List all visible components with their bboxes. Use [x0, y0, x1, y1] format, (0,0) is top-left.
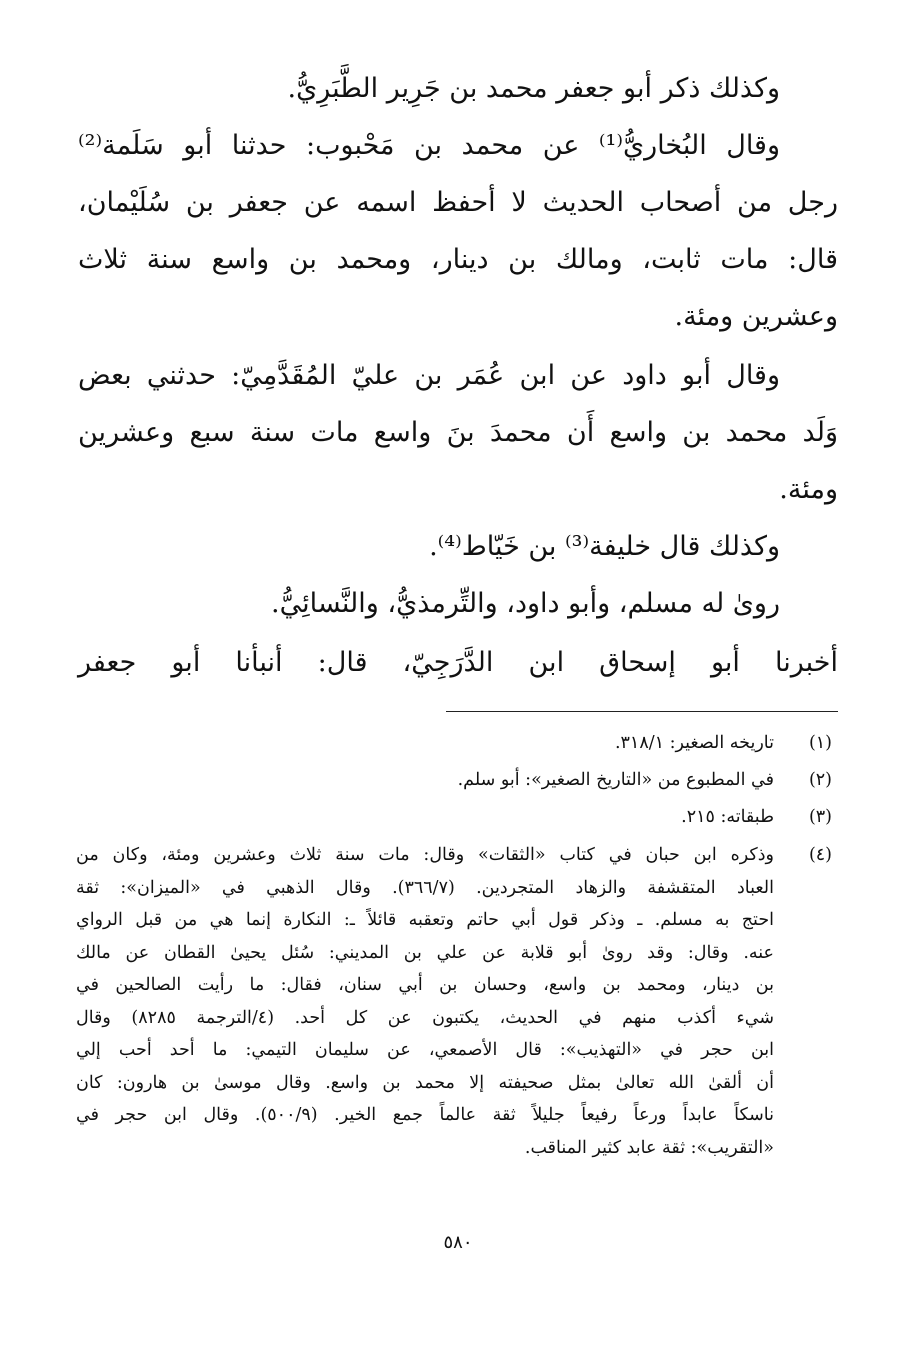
- footnote-text: العباد المتقشفة والزهاد المتجردين. (٣٦٦/٧). وقال الذهبي في «الميزان»: ثقة: [76, 877, 774, 898]
- footnotes: [76, 728, 832, 1164]
- main-line: وقال أبو داود عن ابن عُمَر بن عليّ المُقَدَّمِيّ: حدثني بعض: [78, 360, 780, 391]
- main-line: ومئة.: [779, 474, 838, 505]
- footnote-text: بن دينار، ومحمد بن واسع، وحسان بن أبي سنان، فقال: ما رأيت الصالحين في: [76, 975, 774, 995]
- footnote-text: وذكره ابن حبان في كتاب «الثقات» وقال: مات سنة ثلاث وعشرين ومئة، وكان من: [76, 845, 774, 865]
- main-text: [78, 70, 838, 681]
- footnote-number: (٣): [808, 807, 832, 827]
- page-number: ٥٨٠: [443, 1232, 473, 1253]
- footnote-text: شيء أكذب منهم في الحديث، يكتبون عن كل أحد. (٤/الترجمة ٨٢٨٥) وقال: [76, 1007, 774, 1028]
- footnote: [76, 802, 832, 839]
- footnote-text: احتج به مسلم. ـ وذكر قول أبي حاتم وتعقبه قائلاً ـ: النكارة إنما هي من قبل الرواي: [76, 910, 774, 930]
- main-line: وكذلك ذكر أبو جعفر محمد بن جَرِير الطَّبَرِيُّ.: [287, 73, 780, 104]
- footnote: [76, 765, 832, 802]
- footnote-text: ابن حجر في «التهذيب»: قال الأصمعي، عن سليمان التيمي: ما أحد أحب إلي: [76, 1040, 774, 1060]
- main-line: وَلَد محمد بن واسع أَن محمدَ بنَ واسع مات سنة سبع وعشرين: [78, 417, 838, 448]
- footnote-number: (٢): [808, 770, 832, 790]
- main-line: رجل من أصحاب الحديث لا أحفظ اسمه عن جعفر بن سُلَيْمان،: [78, 187, 838, 218]
- main-line: وقال البُخاريُّ⁽¹⁾ عن محمد بن مَحْبوب: حدثنا أبو سَلَمة⁽²⁾: [78, 130, 780, 161]
- footnote-text: عنه. وقال: وقد روىٰ أبو قلابة عن علي بن المديني: سُئل يحيىٰ القطان عن مالك: [76, 942, 774, 963]
- main-line: روىٰ له مسلم، وأبو داود، والتِّرمذيُّ، والنَّسائِيُّ.: [270, 588, 780, 619]
- footnote-text: تاريخه الصغير: ٣١٨/١.: [614, 733, 774, 753]
- main-line: وعشرين ومئة.: [674, 301, 838, 332]
- footnote-text: طبقاته: ٢١٥.: [681, 807, 774, 827]
- main-line: قال: مات ثابت، ومالك بن دينار، ومحمد بن واسع سنة ثلاث: [78, 244, 838, 275]
- footnote-separator: [446, 711, 838, 712]
- footnote-text: أن ألقىٰ الله تعالىٰ بمثل صحيفته إلا محمد بن واسع. وقال موسىٰ بن هارون: كان: [76, 1072, 774, 1093]
- footnote-text: في المطبوع من «التاريخ الصغير»: أبو سلم.: [457, 770, 774, 790]
- footnote: [76, 839, 832, 1164]
- footnote-text: ناسكاً عابداً ورعاً رفيعاً جليلاً ثقة عالماً جمع الخير. (٥٠٠/٩). وقال ابن حجر في: [76, 1105, 774, 1125]
- footnote-number: (٤): [808, 845, 832, 865]
- footnote-number: (١): [808, 733, 832, 753]
- footnote-text: «التقريب»: ثقة عابد كثير المناقب.: [524, 1137, 774, 1158]
- footnote: [76, 728, 832, 765]
- main-line: وكذلك قال خليفة⁽³⁾ بن خَيّاط⁽⁴⁾.: [429, 531, 780, 562]
- main-line: أخبرنا أبو إسحاق ابن الدَّرَجِيّ، قال: أنبأنا أبو جعفر: [78, 647, 838, 678]
